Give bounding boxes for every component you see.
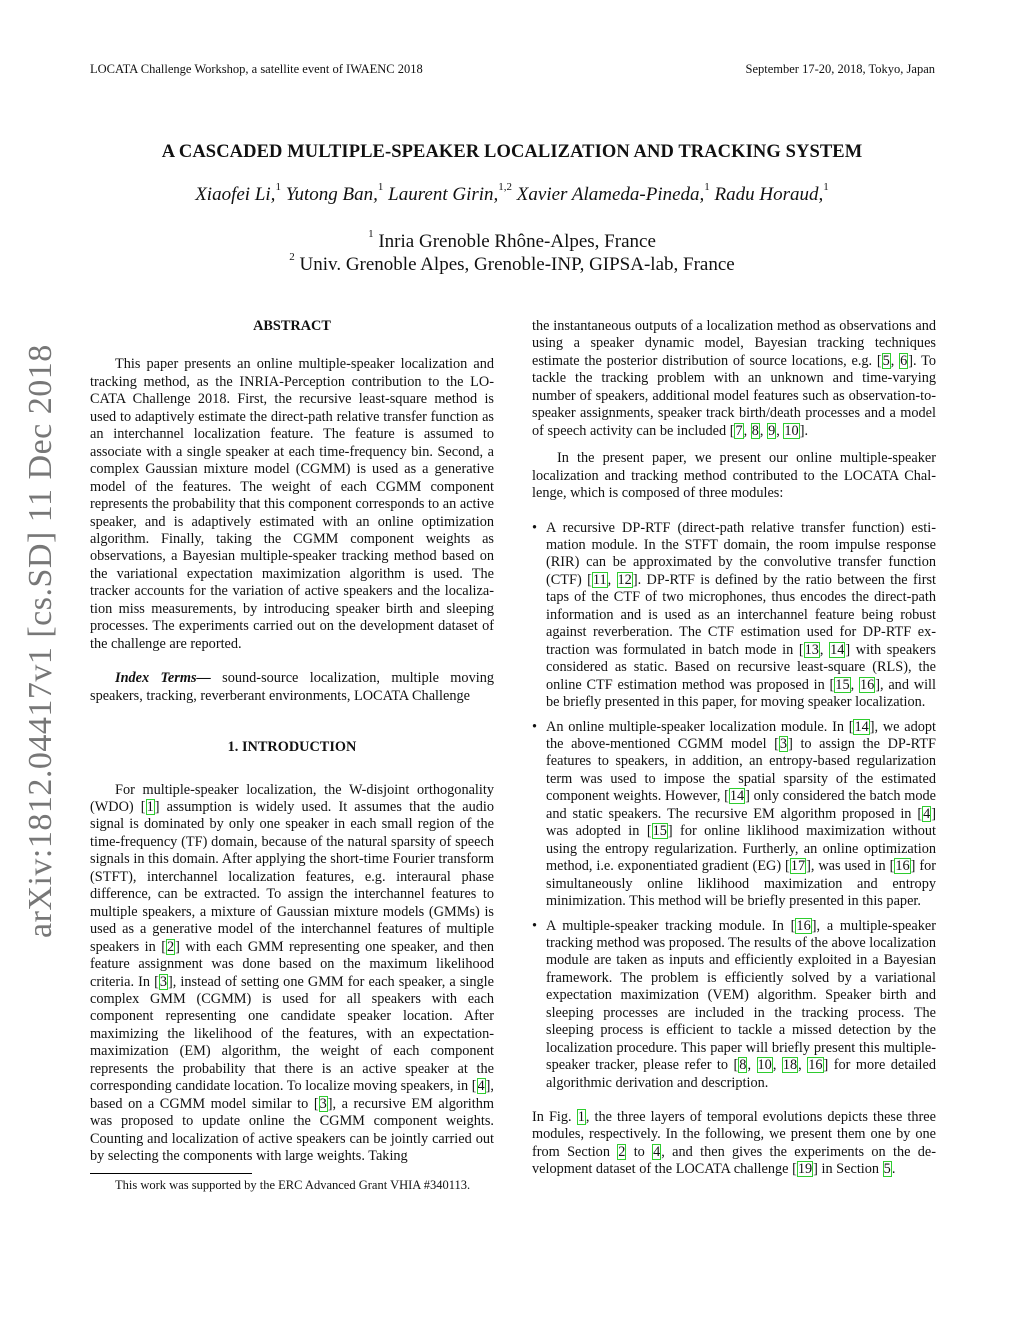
citation-link[interactable]: 8 bbox=[739, 1057, 747, 1074]
citation-link[interactable]: 1 bbox=[146, 798, 154, 815]
affiliation-marker: 2 bbox=[289, 251, 295, 263]
citation-link[interactable]: 16 bbox=[796, 917, 811, 934]
list-item: • A recursive DP-RTF (direct-path relative transfer function) estimation module. In the STFT domain, the room impulse response (RIR) can be approximated by the convolutive transfer function (CTF) [11, 12]. DP-RTF is defined by the ratio between the first taps of the CTF of two microphones, thus encodes the direct-path information and is used as an interchannel feature being robust against reverberation. The CTF estimation used for DP-RTF extraction was formulated in batch mode in [13, 14] with speakers considered as static. Based on recursive least-square (RLS), the online CTF estimation method was proposed in [15, 16], and will be briefly presented in this paper, for moving speaker localization. bbox=[532, 520, 936, 712]
citation-link[interactable]: 17 bbox=[790, 858, 806, 875]
footnote-rule bbox=[90, 1173, 252, 1174]
citation-link[interactable]: 16 bbox=[859, 676, 875, 693]
citation-link[interactable]: 16 bbox=[808, 1057, 823, 1074]
index-terms-label: Index Terms— bbox=[115, 670, 211, 687]
intro-paragraph-2: the instantaneous outputs of a localization method as observations and using a speaker dynamic model, Bayesian tracking techniques estimate the posterior distribution of source locations, e.g. [5, 6]. To tackle the tracking problem with an unknown and time-varying number of speakers, additional model features such as observation-to-speaker assignments, speaker track birth/death processes and a model of speech activity can be included [7, 8, 9, 10]. bbox=[532, 318, 936, 439]
running-header-right: September 17-20, 2018, Tokyo, Japan bbox=[745, 62, 935, 76]
citation-link[interactable]: 18 bbox=[782, 1057, 798, 1074]
author-affiliation-marker: 1 bbox=[823, 181, 829, 193]
citation-link[interactable]: 1 bbox=[577, 1109, 585, 1126]
citation-link[interactable]: 3 bbox=[159, 973, 168, 990]
paper-title: A CASCADED MULTIPLE-SPEAKER LOCALIZATION AND TRACKING SYSTEM bbox=[161, 142, 863, 162]
author-list bbox=[0, 181, 1024, 206]
citation-link[interactable]: 4 bbox=[477, 1078, 485, 1095]
intro-paragraph-4: In Fig. 1, the three layers of temporal evolutions depicts these three modules, respectively. In the following, we present them one by one from Section 2 to 4, and then gives the experiments on the development dataset of the LOCATA challenge [19] in Section 5. bbox=[532, 1109, 937, 1178]
section-heading-introduction: 1. INTRODUCTION bbox=[227, 739, 357, 756]
citation-link[interactable]: 8 bbox=[751, 422, 759, 439]
citation-link[interactable]: 2 bbox=[166, 938, 175, 955]
citation-link[interactable]: 15 bbox=[652, 823, 667, 840]
author: Xiaofei Li, bbox=[195, 184, 276, 205]
author: Laurent Girin, bbox=[388, 184, 499, 205]
right-column bbox=[532, 318, 936, 1179]
author-affiliation-marker: 1,2 bbox=[498, 181, 513, 193]
module-list bbox=[532, 520, 936, 1093]
abstract-text: This paper presents an online multiple-speaker localization and tracking method, as the INRIA-Perception contribution to the LOCATA Challenge 2018. First, the recursive least-square method is used to adaptively estimate the direct-path relative transfer function as an interchannel localization feature. The feature is assumed to associate with a single speaker at each time-frequency bin. Second, a complex Gaussian mixture model (CGMM) is used as a generative model of the features. The weight of each CGMM component represents the probability that this component corresponds to an active speaker, and is adaptively estimated with an online optimization algorithm. Finally, taking the CGMM component weights as observations, a Bayesian multiple-speaker tracking method based on the variational expectation maximization algorithm is used. The tracker accounts for the variation of active speakers and the localization miss measurements, by introducing speaker birth and sleeping processes. The experiments carried out on the development dataset of the challenge are reported. bbox=[90, 356, 494, 652]
citation-link[interactable]: 14 bbox=[729, 788, 745, 805]
arxiv-identifier: arXiv:1812.04417v1 [cs.SD] 11 Dec 2018 bbox=[22, 344, 59, 938]
citation-link[interactable]: 4 bbox=[923, 805, 931, 822]
affiliation-text: Inria Grenoble Rhône-Alpes, France bbox=[378, 231, 656, 252]
citation-link[interactable]: 10 bbox=[784, 422, 799, 439]
author-affiliation-marker: 1 bbox=[377, 181, 384, 193]
footnote: This work was supported by the ERC Advanced Grant VHIA #340113. bbox=[115, 1178, 471, 1193]
citation-link[interactable]: 3 bbox=[779, 735, 788, 752]
intro-paragraph-1: For multiple-speaker localization, the W-disjoint orthogonality (WDO) [1] assumption is widely used. It assumes that the audio signal is dominated by only one speaker in each small region of the time-frequency (TF) domain, because of the natural sparsity of speech signals in this domain. After applying the short-time Fourier transform (STFT), interchannel localization features, e.g. interaural phase difference, can be extracted. To assign the interchannel features to multiple speakers, a mixture of Gaussian mixture models (GMMs) is used as a generative model of the interchannel features of multiple speakers in [2] with each GMM representing one speaker, and then feature assignment was done based on the maximum likelihood criteria. In [3], instead of setting one GMM for each speaker, a single complex GMM (CGMM) is used for all speakers with each component representing one candidate speaker location. After maximizing the likelihood of the features, with an expectation-maximization (EM) algorithm, the weight of each component represents the probability that there is an active speaker at the corresponding candidate location. To localize moving speakers, in [4], based on a CGMM model similar to [3], a recursive EM algorithm was proposed to update online the CGMM component weights. Counting and localization of active speakers can be jointly carried out by selecting the components with large weights. Taking bbox=[90, 781, 495, 1165]
index-terms bbox=[90, 670, 494, 705]
affiliation-text: Univ. Grenoble Alpes, Grenoble-INP, GIPSA-lab, France bbox=[299, 254, 735, 275]
author: Xavier Alameda-Pineda, bbox=[516, 184, 705, 205]
citation-link[interactable]: 13 bbox=[804, 641, 819, 658]
citation-link[interactable]: 7 bbox=[735, 422, 743, 439]
citation-link[interactable]: 6 bbox=[900, 352, 908, 369]
affiliation-marker: 1 bbox=[368, 228, 374, 240]
citation-link[interactable]: 14 bbox=[830, 641, 845, 658]
citation-link[interactable]: 11 bbox=[592, 571, 607, 588]
citation-link[interactable]: 5 bbox=[882, 352, 890, 369]
citation-link[interactable]: 14 bbox=[854, 718, 869, 735]
author-affiliation-marker: 1 bbox=[275, 181, 281, 193]
citation-link[interactable]: 2 bbox=[618, 1143, 626, 1160]
citation-link[interactable]: 9 bbox=[768, 422, 776, 439]
citation-link[interactable]: 4 bbox=[653, 1143, 661, 1160]
citation-link[interactable]: 19 bbox=[797, 1161, 813, 1178]
running-header-left: LOCATA Challenge Workshop, a satellite event of IWAENC 2018 bbox=[90, 62, 423, 76]
list-item: • An online multiple-speaker localization module. In [14], we adopt the above-mentioned CGMM model [3] to assign the DP-RTF features to speakers, in addition, an entropy-based regularization term was used to impose the spatial sparsity of the estimated component weights. However, [14] only considered the batch mode and static speakers. The recursive EM algorithm proposed in [4] was adopted in [15] for online liklihood maximization without using the entropy regularization. Furtherly, an online optimization method, i.e. exponentiated gradient (EG) [17], was used in [16] for simultaneously online liklihood maximization and entropy minimization. This method will be briefly presented in this paper. bbox=[532, 719, 936, 911]
citation-link[interactable]: 3 bbox=[319, 1095, 327, 1112]
author-affiliation-marker: 1 bbox=[704, 181, 710, 193]
intro-paragraph-3: In the present paper, we present our online multiple-speaker localization and tracking method contributed to the LOCATA Challenge, which is composed of three modules: bbox=[532, 450, 936, 502]
author: Radu Horaud, bbox=[714, 184, 824, 205]
index-terms-text: sound-source localization, multiple moving speakers, tracking, reverberant environments, LOCATA Challenge bbox=[90, 670, 494, 704]
left-column bbox=[90, 318, 494, 1195]
citation-link[interactable]: 5 bbox=[883, 1161, 891, 1178]
affiliation-2 bbox=[0, 251, 1024, 276]
citation-link[interactable]: 16 bbox=[895, 858, 910, 875]
author: Yutong Ban, bbox=[285, 184, 378, 205]
affiliation-1 bbox=[0, 228, 1024, 253]
citation-link[interactable]: 12 bbox=[617, 571, 632, 588]
citation-link[interactable]: 10 bbox=[757, 1057, 772, 1074]
citation-link[interactable]: 15 bbox=[835, 676, 850, 693]
list-item: • A multiple-speaker tracking module. In [16], a multiple-speaker tracking method was proposed. The results of the above localization module are taken as inputs and efficiently exploited in a Bayesian framework. The problem is efficiently solved by a variational expectation maximization (VEM) algorithm. Speaker birth and sleeping processes are included in the tracking process. The sleeping process is efficient to tackle a missed detection by the localization procedure. This paper will briefly present this multiple-speaker tracker, please refer to [8, 10, 18, 16] for more detailed algorithmic derivation and description. bbox=[532, 918, 936, 1093]
abstract-heading: ABSTRACT bbox=[253, 318, 331, 334]
